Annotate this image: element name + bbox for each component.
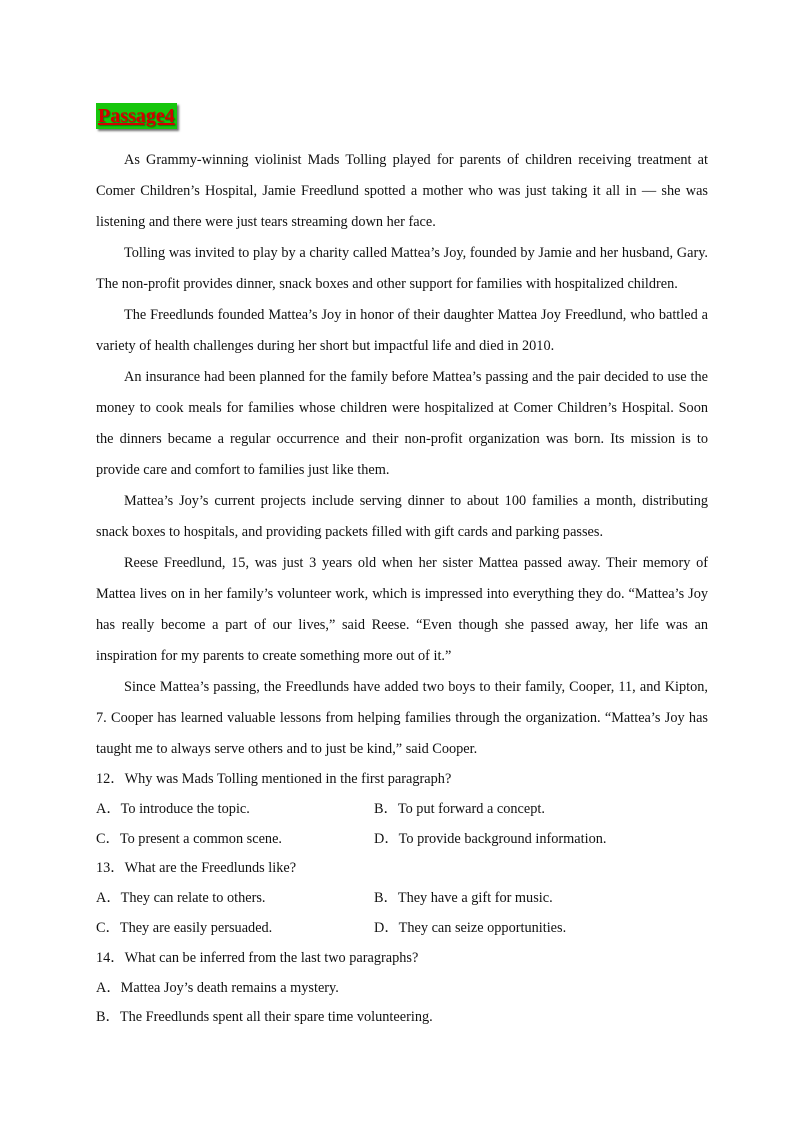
question-13-stem: 13．What are the Freedlunds like?	[96, 860, 297, 877]
passage-title: Passage4	[98, 105, 175, 127]
paragraph-3: The Freedlunds founded Mattea’s Joy in honor of their daughter Mattea Joy Freedlund, who battled a variety of health challenges during her short but impactful life and died in 2010.	[96, 307, 708, 354]
question-14-option-a: A．Mattea Joy’s death remains a mystery.	[96, 979, 339, 996]
paragraph-1: As Grammy-winning violinist Mads Tolling played for parents of children receiving treatment at Comer Children’s Hospital, Jamie Freedlund spotted a mother who was just taking it all in — she was listening and there were just tears streaming down her face.	[96, 152, 708, 230]
question-12-option-a: A．To introduce the topic.	[96, 800, 250, 817]
question-13-option-b: B．They have a gift for music.	[374, 890, 553, 907]
question-12	[96, 765, 708, 854]
paragraph-2: Tolling was invited to play by a charity called Mattea’s Joy, founded by Jamie and her husband, Gary. The non-profit provides dinner, snack boxes and other support for families with hospitalized children.	[96, 245, 708, 292]
question-13-options	[96, 884, 708, 944]
question-13	[96, 854, 708, 943]
paragraph-6: Reese Freedlund, 15, was just 3 years old when her sister Mattea passed away. Their memory of Mattea lives on in her family’s volunteer work, which is impressed into everything they do. “Mattea’s Joy has really become a part of our lives,” said Reese. “Even though she passed away, her life was an inspiration for my parents to create something more out of it.”	[96, 555, 708, 664]
paragraph-7: Since Mattea’s passing, the Freedlunds have added two boys to their family, Cooper, 11, and Kipton, 7. Cooper has learned valuable lessons from helping families through the organization. “Mattea’s Joy has taught me to always serve others and to just be kind,” said Cooper.	[96, 679, 708, 757]
question-13-option-d: D．They can seize opportunities.	[374, 919, 567, 936]
question-12-options	[96, 795, 708, 855]
question-12-option-d: D．To provide background information.	[374, 830, 607, 847]
question-13-option-a: A．They can relate to others.	[96, 890, 266, 907]
paragraph-5: Mattea’s Joy’s current projects include serving dinner to about 100 families a month, distributing snack boxes to hospitals, and providing packets filled with gift cards and parking passes.	[96, 493, 708, 540]
question-14-option-b: B．The Freedlunds spent all their spare time volunteering.	[96, 1009, 433, 1026]
question-12-stem: 12．Why was Mads Tolling mentioned in the first paragraph?	[96, 771, 452, 787]
question-12-option-b: B．To put forward a concept.	[374, 800, 545, 817]
question-12-option-c: C．To present a common scene.	[96, 830, 282, 847]
document-page	[96, 103, 708, 1033]
paragraph-4: An insurance had been planned for the family before Mattea’s passing and the pair decided to use the money to cook meals for families whose children were hospitalized at Comer Children’s Hospital. Soon the dinners became a regular occurrence and their non-profit organization was born. Its mission is to provide care and comfort to families just like them.	[96, 369, 708, 478]
question-14-stem: 14．What can be inferred from the last two paragraphs?	[96, 949, 419, 966]
question-13-option-c: C．They are easily persuaded.	[96, 919, 273, 936]
question-14	[96, 944, 708, 1033]
